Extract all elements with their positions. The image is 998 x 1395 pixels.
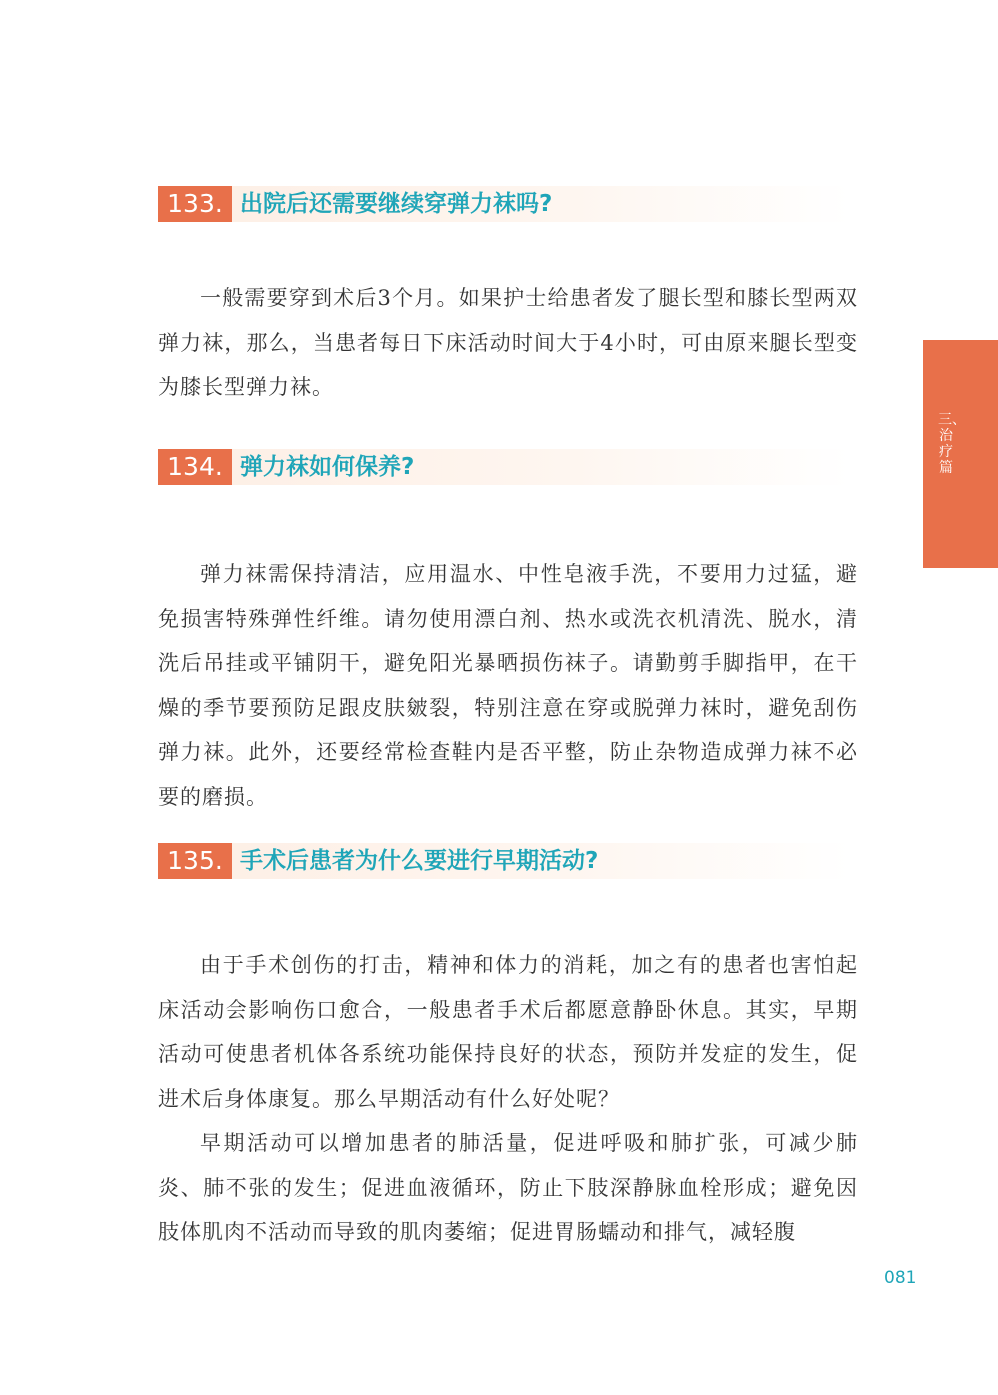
question-section-134 (158, 449, 858, 819)
question-number: 134. (158, 449, 232, 485)
page-number: 081 (884, 1268, 917, 1288)
question-heading (158, 843, 850, 879)
answer-paragraph: 一般需要穿到术后3个月。如果护士给患者发了腿长型和膝长型两双弹力袜，那么，当患者每日下床活动时间大于4小时，可由原来腿长型变为膝长型弹力袜。 (158, 286, 858, 399)
question-section-135 (158, 843, 858, 1255)
answer-paragraph: 弹力袜需保持清洁，应用温水、中性皂液手洗，不要用力过猛，避免损害特殊弹性纤维。请勿使用漂白剂、热水或洗衣机清洗、脱水，清洗后吊挂或平铺阴干，避免阳光暴晒损伤袜子。请勤剪手脚指甲，在干燥的季节要预防足跟皮肤皴裂，特别注意在穿或脱弹力袜时，避免刮伤弹力袜。此外，还要经常检查鞋内是否平整，防止杂物造成弹力袜不必要的磨损。 (158, 562, 858, 809)
answer-paragraph: 早期活动可以增加患者的肺活量，促进呼吸和肺扩张，可减少肺炎、肺不张的发生；促进血液循环，防止下肢深静脉血栓形成；避免因肢体肌肉不活动而导致的肌肉萎缩；促进胃肠蠕动和排气，减轻腹 (158, 1131, 858, 1244)
question-title: 出院后还需要继续穿弹力袜吗? (240, 191, 553, 217)
question-title: 弹力袜如何保养? (240, 454, 415, 480)
question-number: 133. (158, 186, 232, 222)
answer-paragraph: 由于手术创伤的打击，精神和体力的消耗，加之有的患者也害怕起床活动会影响伤口愈合，一般患者手术后都愿意静卧休息。其实，早期活动可使患者机体各系统功能保持良好的状态，预防并发症的发生，促进术后身体康复。那么早期活动有什么好处呢？ (158, 953, 858, 1111)
question-number: 135. (158, 843, 232, 879)
chapter-label: 三、治疗篇 (938, 412, 966, 476)
question-heading (158, 186, 850, 222)
question-title: 手术后患者为什么要进行早期活动? (240, 848, 599, 874)
question-heading (158, 449, 850, 485)
chapter-side-tab (923, 340, 998, 568)
question-section-133 (158, 186, 858, 410)
